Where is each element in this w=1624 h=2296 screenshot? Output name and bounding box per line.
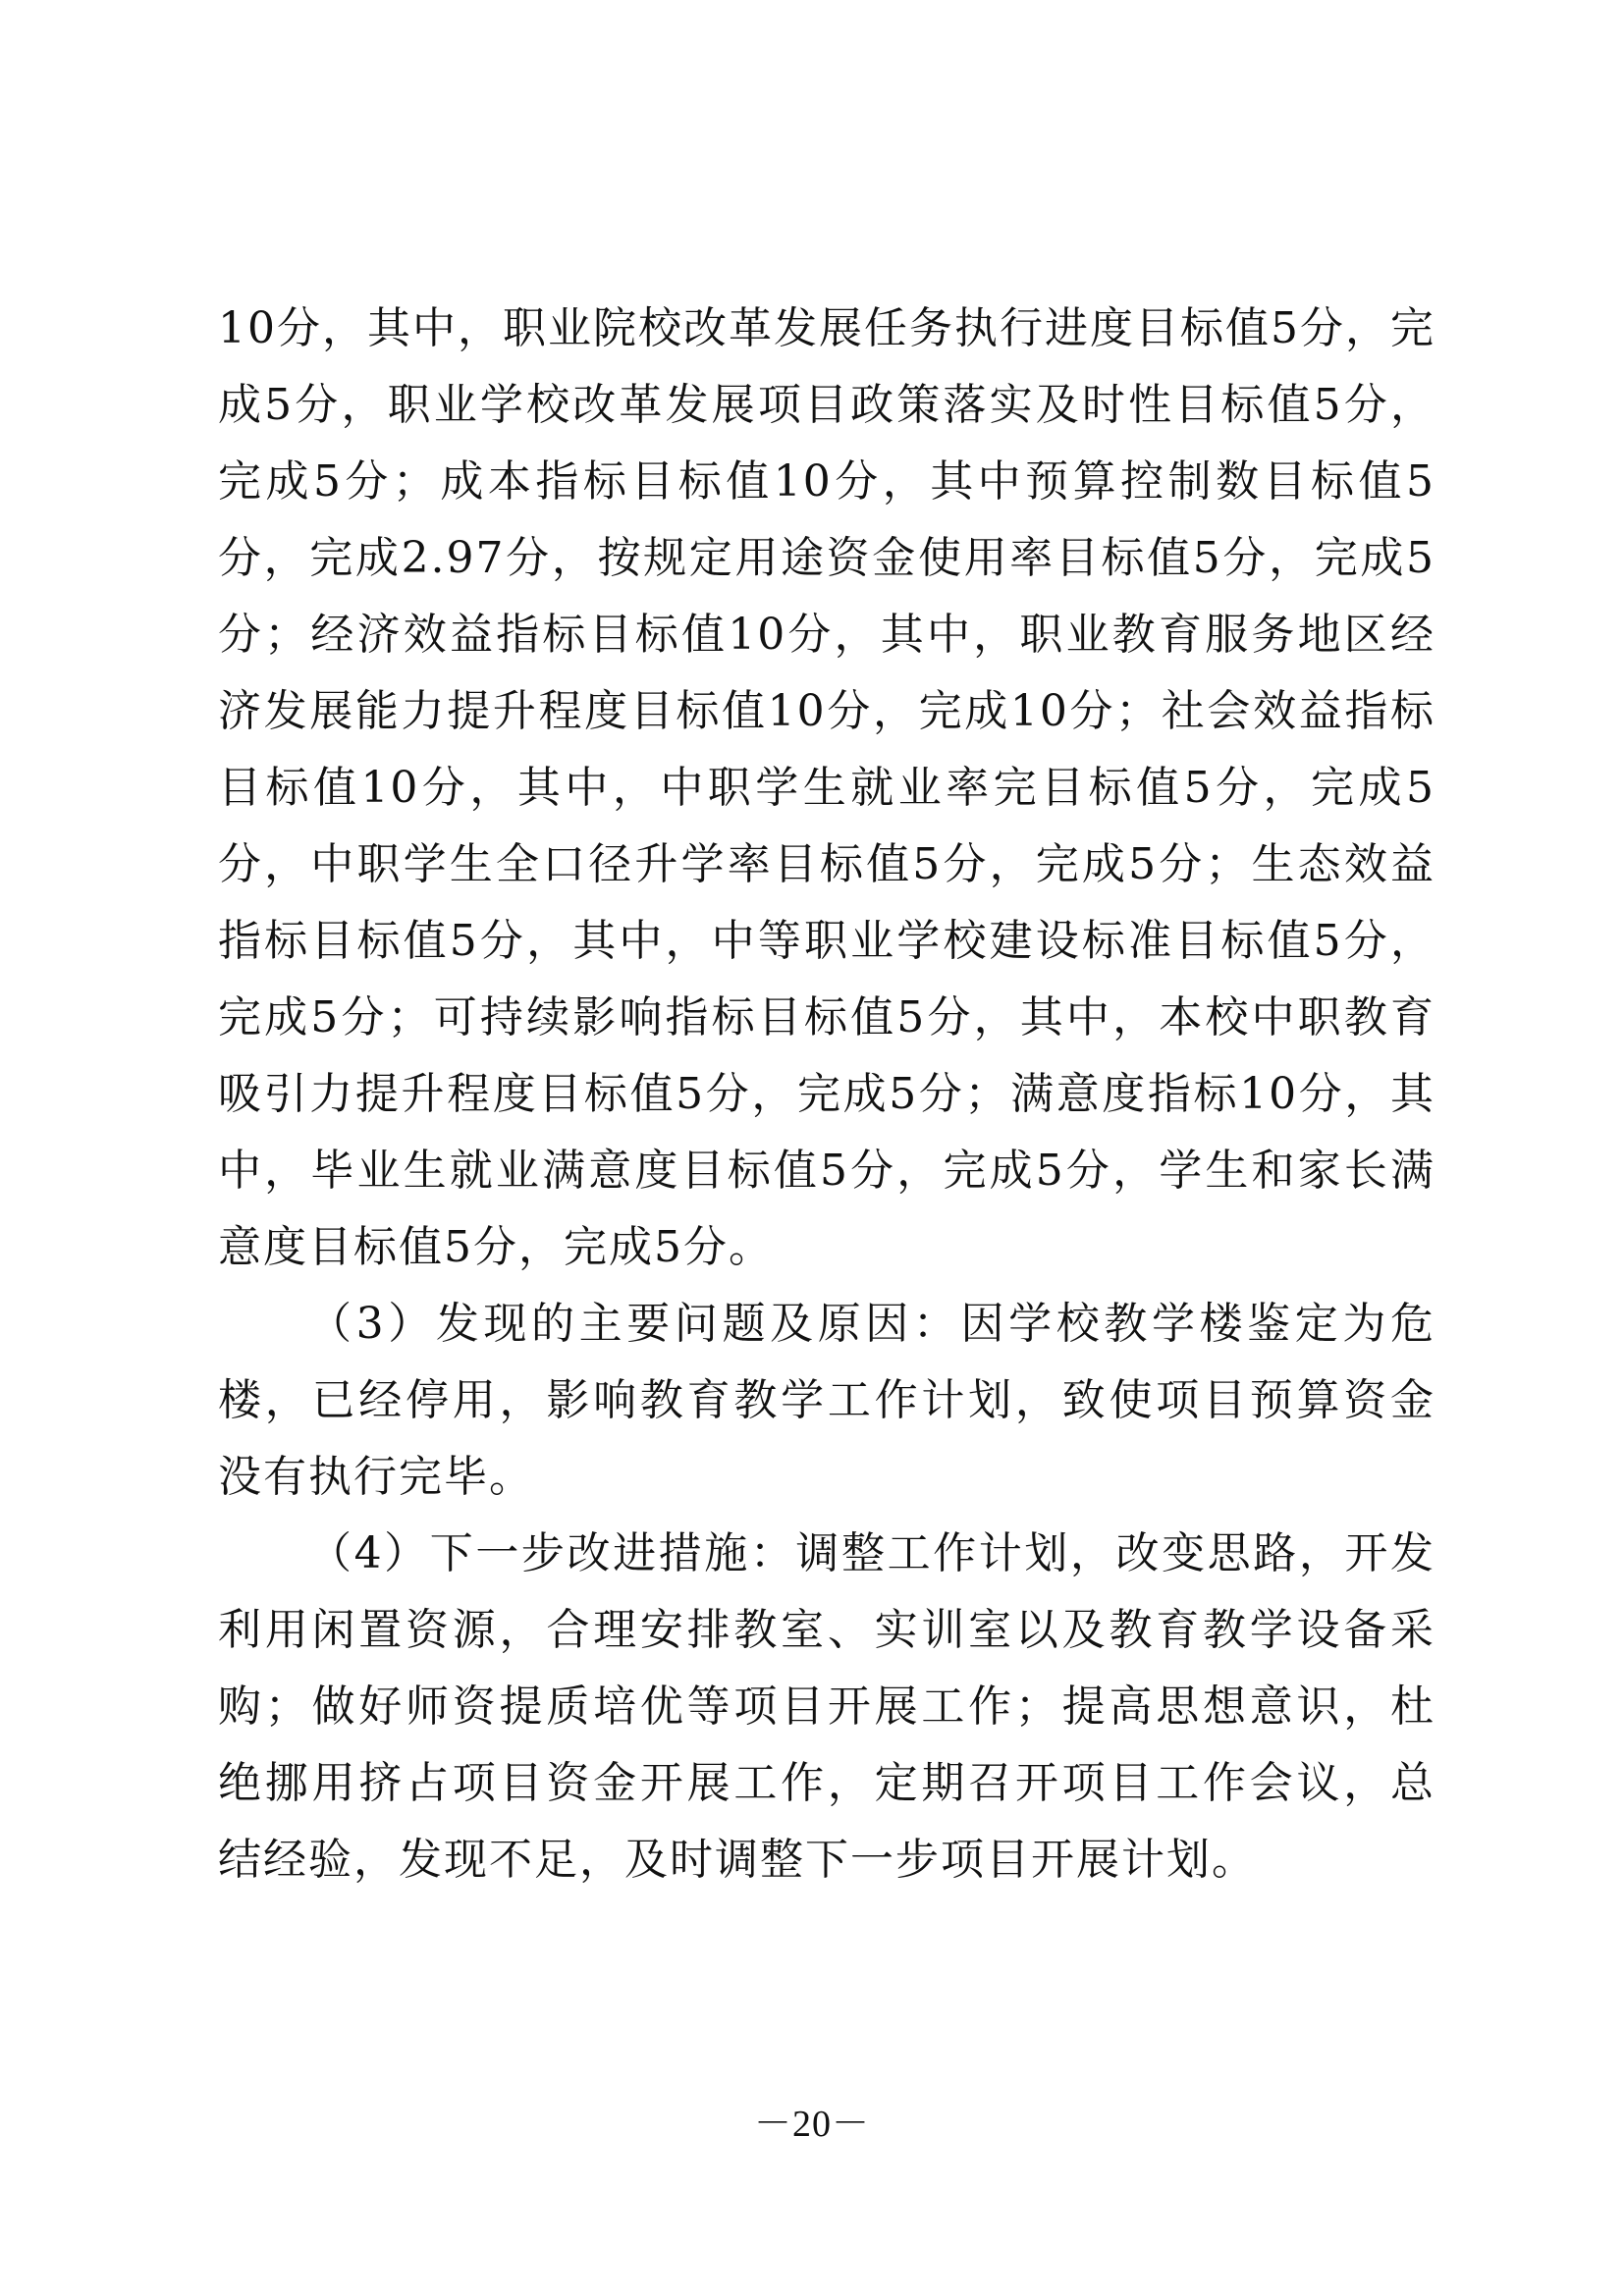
paragraph-performance-scores: 10分，其中，职业院校改革发展任务执行进度目标值5分，完成5分，职业学校改革发展项目政策落实及时性目标值5分，完成5分；成本指标目标值10分，其中预算控制数目标值5分，完成2.97分，按规定用途资金使用率目标值5分，完成5分；经济效益指标目标值10分，其中，职业教育服务地区经济发展能力提升程度目标值10分，完成10分；社会效益指标目标值10分，其中，中职学生就业率完目标值5分，完成5分，中职学生全口径升学率目标值5分，完成5分；生态效益指标目标值5分，其中，中等职业学校建设标准目标值5分，完成5分；可持续影响指标目标值5分，其中，本校中职教育吸引力提升程度目标值5分，完成5分；满意度指标10分，其中，毕业生就业满意度目标值5分，完成5分，学生和家长满意度目标值5分，完成5分。: [218, 303, 1435, 1272]
page-number: －20－: [753, 2104, 870, 2145]
paragraph-improvement-measures: （4）下一步改进措施：调整工作计划，改变思路，开发利用闲置资源，合理安排教室、实训室以及教育教学设备采购；做好师资提质培优等项目开展工作；提高思想意识，杜绝挪用挤占项目资金开展工作，定期召开项目工作会议，总结经验，发现不足，及时调整下一步项目开展计划。: [218, 1528, 1435, 1885]
page-body: [218, 291, 1435, 1898]
paragraph-main-problems: （3）发现的主要问题及原因：因学校教学楼鉴定为危楼，已经停用，影响教育教学工作计划，致使项目预算资金没有执行完毕。: [218, 1299, 1435, 1502]
